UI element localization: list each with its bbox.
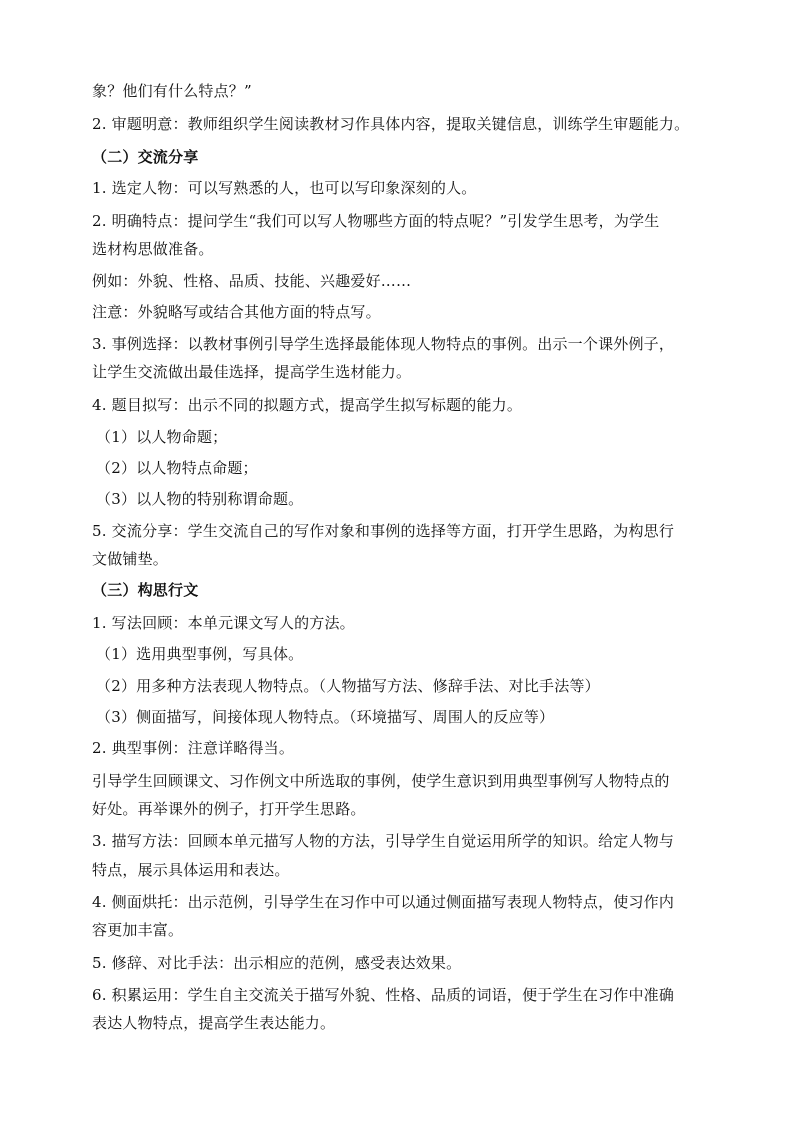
- text-line: 1. 选定人物：可以写熟悉的人，也可以写印象深刻的人。: [92, 179, 477, 197]
- text-line: （1）选用典型事例，写具体。: [96, 645, 304, 663]
- text-line: 3. 描写方法：回顾本单元描写人物的方法，引导学生自觉运用所学的知识。给定人物与: [92, 832, 675, 850]
- text-line: 2. 典型事例：注意详略得当。: [92, 739, 295, 757]
- text-line: 5. 修辞、对比手法：出示相应的范例，感受表达效果。: [92, 954, 462, 972]
- text-line: 3. 事例选择：以教材事例引导学生选择最能体现人物特点的事例。出示一个课外例子，: [92, 335, 675, 353]
- text-line: （2）以人物特点命题；: [96, 459, 258, 477]
- text-line: 文做铺垫。: [92, 550, 169, 568]
- text-line: （2）用多种方法表现人物特点。（人物描写方法、修辞手法、对比手法等）: [96, 677, 600, 695]
- text-line: 4. 侧面烘托：出示范例，引导学生在习作中可以通过侧面描写表现人物特点，使习作内: [92, 893, 675, 911]
- text-line: 4. 题目拟写：出示不同的拟题方式，提高学生拟写标题的能力。: [92, 396, 523, 414]
- text-line: （1）以人物命题；: [96, 428, 228, 446]
- section-heading: （三）构思行文: [92, 581, 199, 599]
- text-line: 表达人物特点，提高学生表达能力。: [92, 1014, 336, 1032]
- text-line: 1. 写法回顾：本单元课文写人的方法。: [92, 614, 355, 632]
- text-line: 选材构思做准备。: [92, 240, 214, 258]
- text-line: 好处。再举课外的例子，打开学生思路。: [92, 800, 366, 818]
- text-line: 特点，展示具体运用和表达。: [92, 861, 290, 879]
- text-line: 例如：外貌、性格、品质、技能、兴趣爱好……: [92, 272, 412, 290]
- text-line: 容更加丰富。: [92, 921, 184, 939]
- text-line: 象？他们有什么特点？”: [92, 82, 252, 100]
- text-line: （3）侧面描写，间接体现人物特点。（环境描写、周围人的反应等）: [96, 708, 555, 726]
- text-line: 让学生交流做出最佳选择，提高学生选材能力。: [92, 363, 412, 381]
- text-line: 6. 积累运用：学生自主交流关于描写外貌、性格、品质的词语，便于学生在习作中准确: [92, 986, 675, 1004]
- text-line: 2. 明确特点：提问学生“我们可以写人物哪些方面的特点呢？”引发学生思考，为学生: [92, 212, 660, 230]
- section-heading: （二）交流分享: [92, 148, 199, 166]
- text-line: 引导学生回顾课文、习作例文中所选取的事例，使学生意识到用典型事例写人物特点的: [92, 772, 670, 790]
- text-line: 注意：外貌略写或结合其他方面的特点写。: [92, 303, 381, 321]
- text-line: 2. 审题明意：教师组织学生阅读教材习作具体内容，提取关键信息，训练学生审题能力。: [92, 115, 690, 133]
- text-line: 5. 交流分享：学生交流自己的写作对象和事例的选择等方面，打开学生思路，为构思行: [92, 522, 675, 540]
- text-line: （3）以人物的特别称谓命题。: [96, 490, 304, 508]
